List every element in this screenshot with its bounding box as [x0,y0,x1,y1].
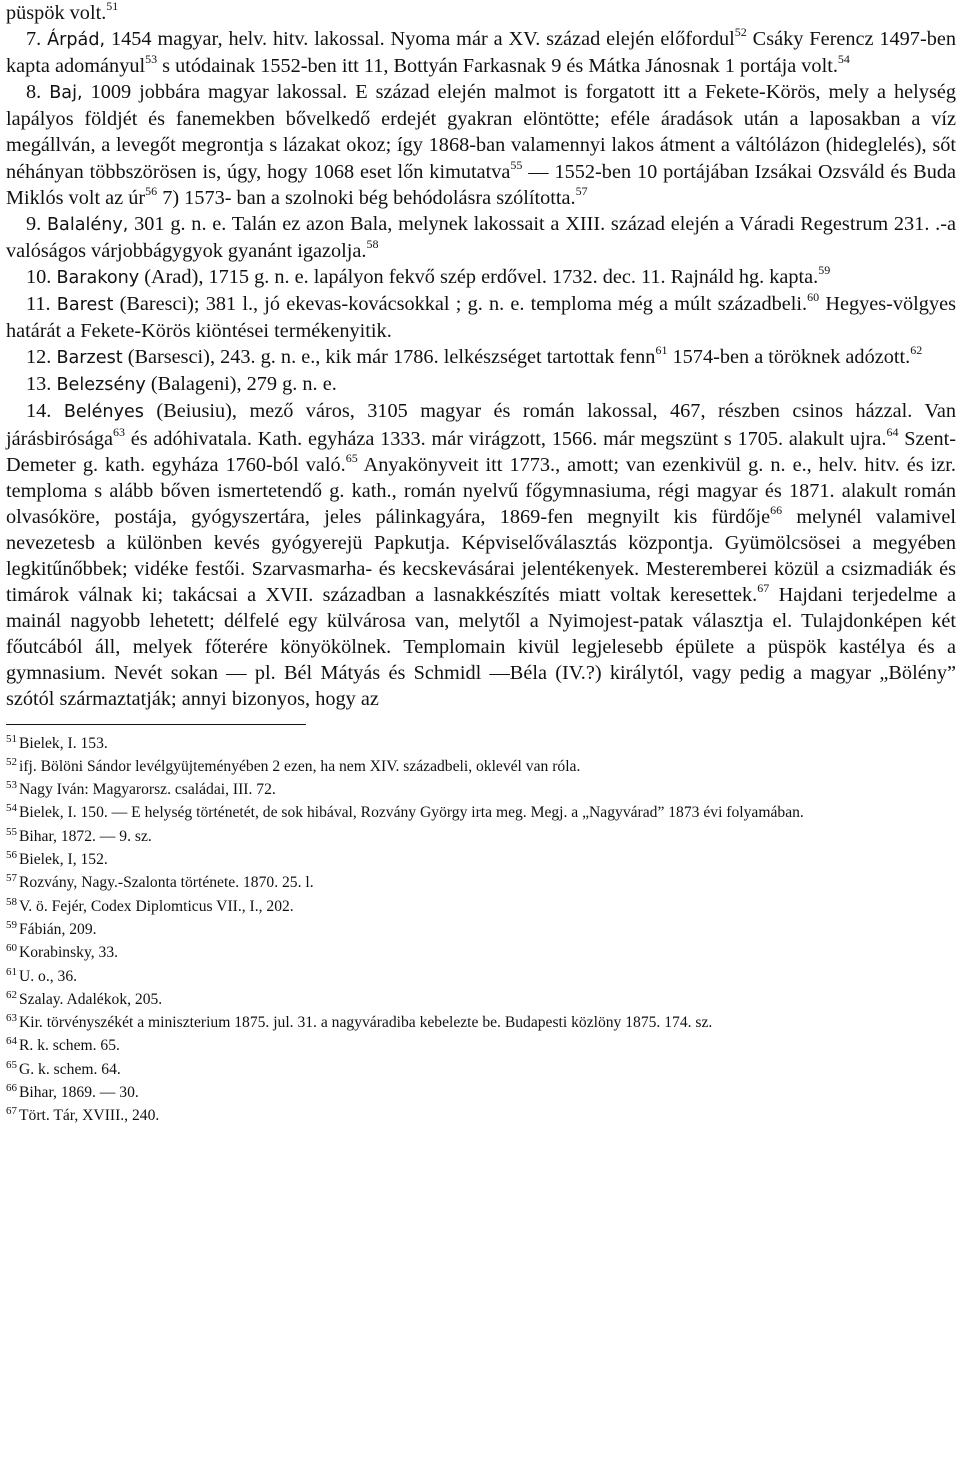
footnote [6,801,956,824]
footnote-ref: 67 [757,581,770,596]
footnote [6,825,956,848]
footnote-text: R. k. schem. 65. [19,1037,120,1055]
footnote-number: 59 [6,918,17,931]
entry-text: Hegyes-völgyes határát a Fekete-Körös kiöntései termékenyitik. [6,293,956,343]
footnote-text: U. o., 36. [19,967,78,985]
entry-text: 1009 jobbára magyar lakossal. E század elején malmot is forgatott itt a Fekete-Körös, mely a helység lapályos földjét és fanemekben bővelkedő erdejét gyakran elöntötte; eféle áradások után a laposakban a víz megállván, a levegőt megrontja s lázakat okoz; így 1868-ban valamennyi lakos átment a váltólázon (hideglelés), sőt néhányan többszörösen is, úgy, hogy 1068 eset lőn kimutatva [6,81,956,183]
entry-text: és adóhivatala. Kath. egyháza 1333. már virágzott, 1566. már megszünt s 1705. alakult ujra. [125,427,887,450]
footnote [6,918,956,941]
entry-text: 1574-ben a töröknek adózott. [667,346,911,369]
footnote-number: 61 [6,965,17,978]
footnote-number: 52 [6,755,17,768]
entry-name: Balalény, [46,214,129,235]
footnote-text: Kir. törvényszékét a miniszterium 1875. jul. 31. a nagyváradiba kebelezte be. Budapesti közlöny 1875. 174. sz. [19,1014,713,1032]
entry-text: melynél valamivel nevezetesb a különben kevés gyógyerejü Papkutja. Képviselőválasztás központja. Gyümölcsösei a megyében legkitűnőbbek; vidéke festői. Szarvasmarha- és kecskevásárai jelentékenyek. Mesteremberei közül a csizmadiák és timárok válnak ki; takácsai a XVII. században a lasnakkészítés miatt voltak keresettek. [6,505,956,607]
footnote-number: 53 [6,779,17,792]
footnote [6,1058,956,1081]
footnote [6,1011,956,1034]
footnote-text: Rozvány, Nagy.-Szalonta története. 1870. 25. l. [19,874,314,892]
footnote [6,1034,956,1057]
footnote-number: 66 [6,1081,17,1094]
entry-name: Árpád, [47,30,106,51]
footnotes [6,732,956,1128]
footnote [6,941,956,964]
entry-text: (Beiusiu), mező város, 3105 magyar és román lakossal, 467, részben csinos házzal. Van járásbirósága [6,400,956,450]
footnote-text: Bihar, 1869. — 30. [19,1083,139,1101]
entry-number: 11. [26,293,51,316]
footnote-number: 67 [6,1105,17,1118]
entry-text: 301 g. n. e. Talán ez azon Bala, melynek lakossait a XIII. század elején a Váradi Regestrum 231. .-a valóságos várjobbágygyok gyanánt igazolja. [6,212,956,262]
footnote-number: 55 [6,825,17,838]
footnote-text: Nagy Iván: Magyarorsz. családai, III. 72. [19,781,276,799]
footnote-text: V. ö. Fejér, Codex Diplomticus VII., I., 202. [19,897,294,915]
footnote-number: 64 [6,1035,17,1048]
footnote-number: 60 [6,942,17,955]
footnote [6,732,956,755]
entry-text: — 1552-ben 10 portájában Izsákai Ozsváld és Buda Miklós volt az úr [6,160,956,209]
footnote [6,755,956,778]
footnote [6,895,956,918]
footnote-text: G. k. schem. 64. [19,1060,121,1078]
footnote-ref: 55 [510,157,523,172]
footnote-number: 65 [6,1058,17,1071]
entry-belezseny [6,371,956,398]
footnote [6,848,956,871]
footnote-text: Fábián, 209. [19,920,97,938]
entry-number: 14. [26,400,52,423]
footnote-ref: 60 [807,290,820,305]
entry-balaleny [6,211,956,264]
footnote-text: Tört. Tár, XVIII., 240. [19,1107,160,1125]
entry-belenyes [6,398,956,712]
footnote [6,1104,956,1127]
entry-text: 1454 magyar, helv. hitv. lakossal. Nyoma már a XV. század elején előfordul [105,28,735,51]
entry-baj [6,79,956,210]
footnote-number: 51 [6,732,17,745]
footnote-ref: 61 [655,343,668,358]
footnote-ref: 57 [575,183,588,198]
footnote-ref: 51 [106,0,119,13]
entry-text: Anyakönyveit itt 1773., amott; van ezenkivül g. n. e., helv. hitv. és izr. temploma s alább bőven ismertetendő g. kath., román nyelvű főgymnasiuma, régi magyar és 1871. alakult román olvasóköre, postája, gyógyszertára, jeles pálinkagyára, 1869-fen megnyilt kis fürdője [6,453,956,528]
footnote-ref: 63 [113,424,125,439]
footnote-number: 54 [6,802,17,815]
footnote-number: 62 [6,988,17,1001]
footnote-number: 58 [6,895,17,908]
footnote-ref: 65 [345,450,358,465]
entry-number: 9. [26,212,42,235]
entry-number: 8. [26,81,42,104]
entry-number: 12. [26,346,52,369]
footnote [6,778,956,801]
footnote-text: Szalay. Adalékok, 205. [19,990,163,1008]
entry-text: Szent-Demeter g. kath. egyháza 1760-ból való. [6,427,957,476]
footnote-number: 63 [6,1012,17,1025]
entry-number: 13. [26,373,52,396]
entry-barzest [6,344,956,371]
entry-text: Csáky Ferencz 1497-ben kapta adományul [6,28,956,78]
footnote-ref: 62 [910,343,923,358]
footnote-text: Bielek, I. 150. — E helység történetét, de sok hibával, Rozvány György irta meg. Megj. a „Nagyvárad” 1873 évi folyamában. [19,804,804,822]
footnote-ref: 58 [366,236,379,251]
entry-name: Baj, [49,83,83,104]
paragraph-text: püspök volt. [6,2,107,24]
footnote [6,871,956,894]
footnote-ref: 54 [837,52,850,67]
entry-text: s utódainak 1552-ben itt 11, Bottyán Farkasnak 9 és Mátka Jánosnak 1 portája volt. [157,55,838,78]
entry-number: 7. [26,28,42,51]
entry-barest [6,291,956,344]
footnote-text: Bielek, I, 152. [19,851,108,869]
entry-text: (Arad), 1715 g. n. e. lapályon fekvő szép erdővel. 1732. dec. 11. Rajnáld hg. kapta. [139,265,819,288]
footnote [6,988,956,1011]
footnote-number: 56 [6,849,17,862]
footnote-ref: 53 [145,52,158,67]
footnote-text: ifj. Bölöni Sándor levélgyüjteményében 2 ezen, ha nem XIV. századbeli, oklevél van róla. [19,757,581,775]
entry-arpad [6,26,956,79]
footnote-ref: 59 [818,262,831,277]
entry-text: (Baresci); 381 l., jó ekevas-kovácsokkal ; g. n. e. temploma még a múlt századbeli. [113,293,808,316]
entry-name: Barzest [56,348,123,369]
footnote-text: Bihar, 1872. — 9. sz. [19,827,152,845]
footnote-text: Bielek, I. 153. [19,734,108,752]
entry-text: 7) 1573- ban a szolnoki bég behódolásra szólította. [157,186,576,209]
entry-text: (Barsesci), 243. g. n. e., kik már 1786. lelkészséget tartottak fenn [122,346,656,369]
footnote-ref: 52 [734,25,747,40]
paragraph-continuation [6,0,956,26]
footnote-separator [6,724,306,725]
footnote-ref: 66 [770,502,783,517]
footnote-text: Korabinsky, 33. [19,944,119,962]
footnote-ref: 56 [145,183,158,198]
footnote-ref: 64 [886,424,899,439]
entry-text: (Balageni), 279 g. n. e. [145,373,337,396]
document-page [6,0,956,1128]
entry-barakony [6,264,956,291]
entry-number: 10. [26,265,52,288]
entry-name: Barakony [56,267,140,288]
footnote [6,965,956,988]
entry-text: Hajdani terjedelme a mainál nagyobb lehetett; délfelé egy külvárosa van, melytől a Nyimojest-patak választja el. Tulajdonképen két főutcából áll, melyek főterére könyökölnek. Templomain kivül legjelesebb épülete a püspök kastélya és a gymnasium. Nevét sokan — pl. Bél Mátyás és Schmidl —Béla (IV.?) királytól, vagy pedig a magyar „Bölény” szótól származtatják; annyi bizonyos, hogy az [6,584,956,711]
footnote-number: 57 [6,872,17,885]
footnote [6,1081,956,1104]
entry-name: Belezsény [56,375,146,396]
entry-name: Belényes [63,402,144,423]
entry-name: Barest [56,295,114,316]
